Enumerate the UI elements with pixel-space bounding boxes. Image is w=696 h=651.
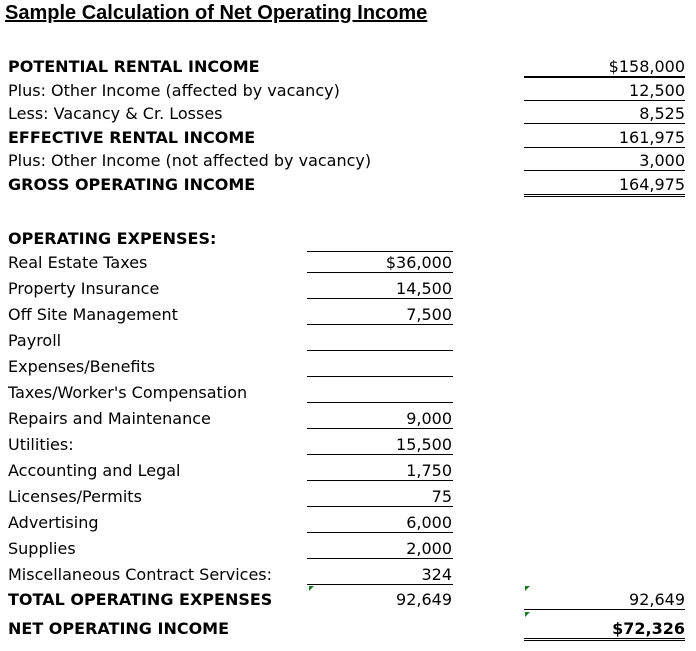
income-row-label: Plus: Other Income (not affected by vacancy) [8,151,372,170]
expense-row-label: Utilities: [8,435,74,454]
noi-label: NET OPERATING INCOME [8,619,230,638]
expense-row-label: Accounting and Legal [8,461,181,480]
expense-row-label: Payroll [8,331,62,350]
expense-row-label: Repairs and Maintenance [8,409,211,428]
expense-row-label: Off Site Management [8,305,178,324]
total-expenses-label: TOTAL OPERATING EXPENSES [8,590,273,609]
expense-row-value [307,383,453,403]
income-row-value: 164,975 [524,175,685,197]
income-row-value: 161,975 [524,128,685,148]
expense-row-value: 324 [307,565,453,585]
income-top-rule [524,77,685,78]
expense-row-label: Supplies [8,539,76,558]
expense-row-value: 14,500 [307,279,453,299]
expense-row-value: 75 [307,487,453,507]
total-expenses-value-right: 92,649 [524,590,685,610]
expense-row-value [307,357,453,377]
expense-row-label: Advertising [8,513,99,532]
expense-row-label: Taxes/Worker's Compensation [8,383,248,402]
income-row-value: 3,000 [524,151,685,171]
income-row-value: $158,000 [524,57,685,77]
expenses-header: OPERATING EXPENSES: [8,229,217,248]
income-row-label: POTENTIAL RENTAL INCOME [8,57,260,76]
income-row-label: Less: Vacancy & Cr. Losses [8,104,223,123]
expense-row-label: Licenses/Permits [8,487,142,506]
expense-row-value [307,331,453,351]
income-row-label: GROSS OPERATING INCOME [8,174,256,194]
total-expenses-value: 92,649 [396,590,452,609]
income-row-label: Plus: Other Income (affected by vacancy) [8,80,340,100]
expense-row-value: 6,000 [307,513,453,533]
cell-flag-icon [525,612,530,617]
expense-row-label: Property Insurance [8,279,160,298]
expense-row-value: 2,000 [307,539,453,559]
expense-row-label: Miscellaneous Contract Services: [8,565,273,584]
expense-row-label: Expenses/Benefits [8,357,156,376]
expense-row-value: $36,000 [307,253,453,273]
expense-row-value: 1,750 [307,461,453,481]
income-row-label: EFFECTIVE RENTAL INCOME [8,127,256,147]
expense-row-value: 9,000 [307,409,453,429]
expenses-top-rule [307,251,453,252]
income-row-value: 12,500 [524,81,685,101]
expense-row-value: 15,500 [307,435,453,455]
noi-value: $72,326 [524,619,685,641]
expense-row-label: Real Estate Taxes [8,253,148,272]
expense-row-value: 7,500 [307,305,453,325]
income-row-value: 8,525 [524,104,685,124]
page-title: Sample Calculation of Net Operating Income [5,2,428,24]
